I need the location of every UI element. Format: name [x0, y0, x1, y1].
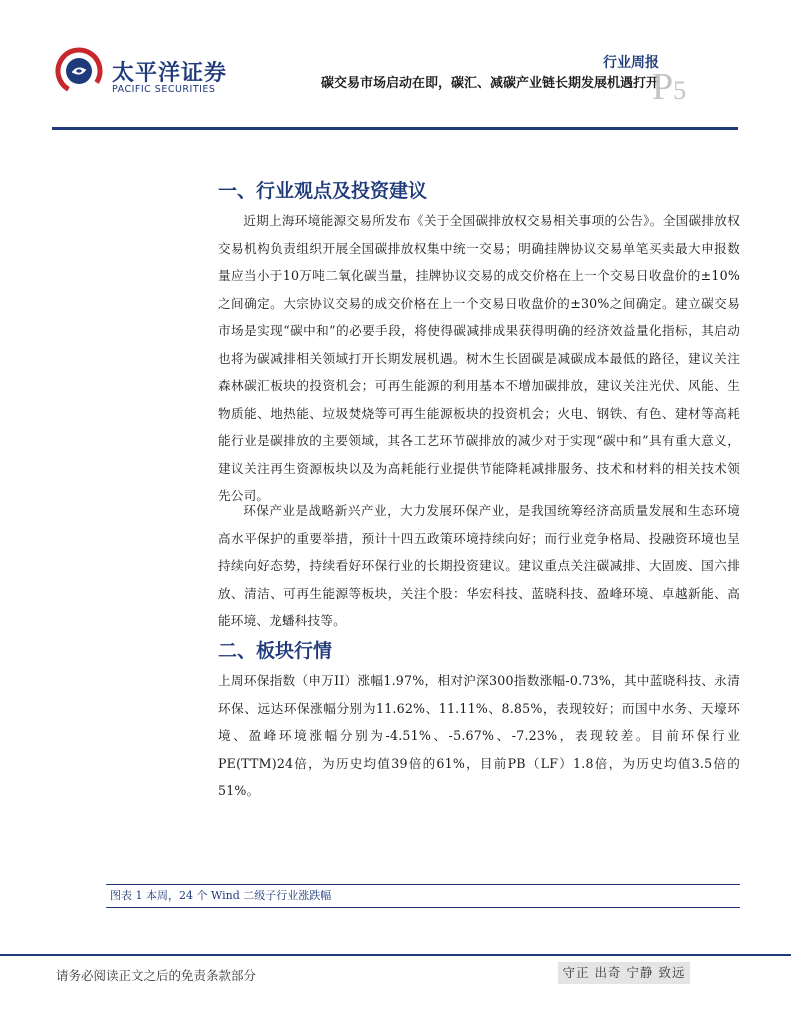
company-name-cn: 太平洋证券	[112, 61, 228, 86]
section-heading-1: 一、行业观点及投资建议	[218, 180, 428, 202]
report-type: 行业周报	[603, 55, 659, 71]
section-heading-2: 二、板块行情	[218, 640, 333, 662]
section-1-paragraph-1: 近期上海环境能源交易所发布《关于全国碳排放权交易相关事项的公告》。全国碳排放权交易机构负责组织开展全国碳排放权集中统一交易；明确挂牌协议交易单笔买卖最大申报数量应当小于10万吨二氧化碳当量，挂牌协议交易的成交价格在上一个交易日收盘价的±10%之间确定。大宗协议交易的成交价格在上一个交易日收盘价的±30%之间确定。建立碳交易市场是实现“碳中和”的必要手段，将使得碳减排成果获得明确的经济效益量化指标，其启动也将为碳减排相关领域打开长期发展机遇。树木生长固碳是减碳成本最低的路径，建议关注森林碳汇板块的投资机会；可再生能源的利用基本不增加碳排放，建议关注光伏、风能、生物质能、地热能、垃圾焚烧等可再生能源板块的投资机会；火电、钢铁、有色、建材等高耗能行业是碳排放的主要领域，其各工艺环节碳排放的减少对于实现“碳中和”具有重大意义，建议关注再生资源板块以及为高耗能行业提供节能降耗减排服务、技术和材料的相关技术领先公司。	[218, 213, 740, 503]
figure-caption	[106, 884, 740, 908]
page-digit: 5	[673, 76, 687, 105]
section-2-paragraph-1: 上周环保指数（申万II）涨幅1.97%，相对沪深300指数涨幅-0.73%，其中蓝晓科技、永清环保、远达环保涨幅分别为11.62%、11.11%、8.85%，表现较好；而国中水务、天壕环境、盈峰环境涨幅分别为-4.51%、-5.67%、-7.23%，表现较差。目前环保行业PE(TTM)24倍，为历史均值39倍的61%，目前PB（LF）1.8倍，为历史均值3.5倍的51%。	[218, 673, 740, 798]
footer-divider	[0, 954, 791, 956]
pacific-securities-logo-icon	[54, 46, 104, 96]
report-title: 碳交易市场启动在即，碳汇、减碳产业链长期发展机遇打开	[320, 76, 659, 91]
company-motto: 守正 出奇 宁静 致远	[558, 962, 690, 984]
section-1-paragraph-2: 环保产业是战略新兴产业，大力发展环保产业，是我国统筹经济高质量发展和生态环境高水平保护的重要举措，预计十四五政策环境持续向好；而行业竞争格局、投融资环境也呈持续向好态势，持续看好环保行业的长期投资建议。建议重点关注碳减排、大固废、国六排放、清洁、可再生能源等板块，关注个股：华宏科技、蓝晓科技、盈峰环境、卓越新能、高能环境、龙蟠科技等。	[218, 503, 740, 628]
disclaimer-text: 请务必阅读正文之后的免责条款部分	[56, 968, 257, 983]
page-letter: P	[652, 66, 674, 108]
header-divider	[52, 127, 738, 130]
page-number	[652, 68, 686, 106]
figure-caption-text: 图表 1 本周，24 个 Wind 二级子行业涨跌幅	[110, 889, 332, 902]
company-name-en: PACIFIC SECURITIES	[112, 84, 216, 95]
